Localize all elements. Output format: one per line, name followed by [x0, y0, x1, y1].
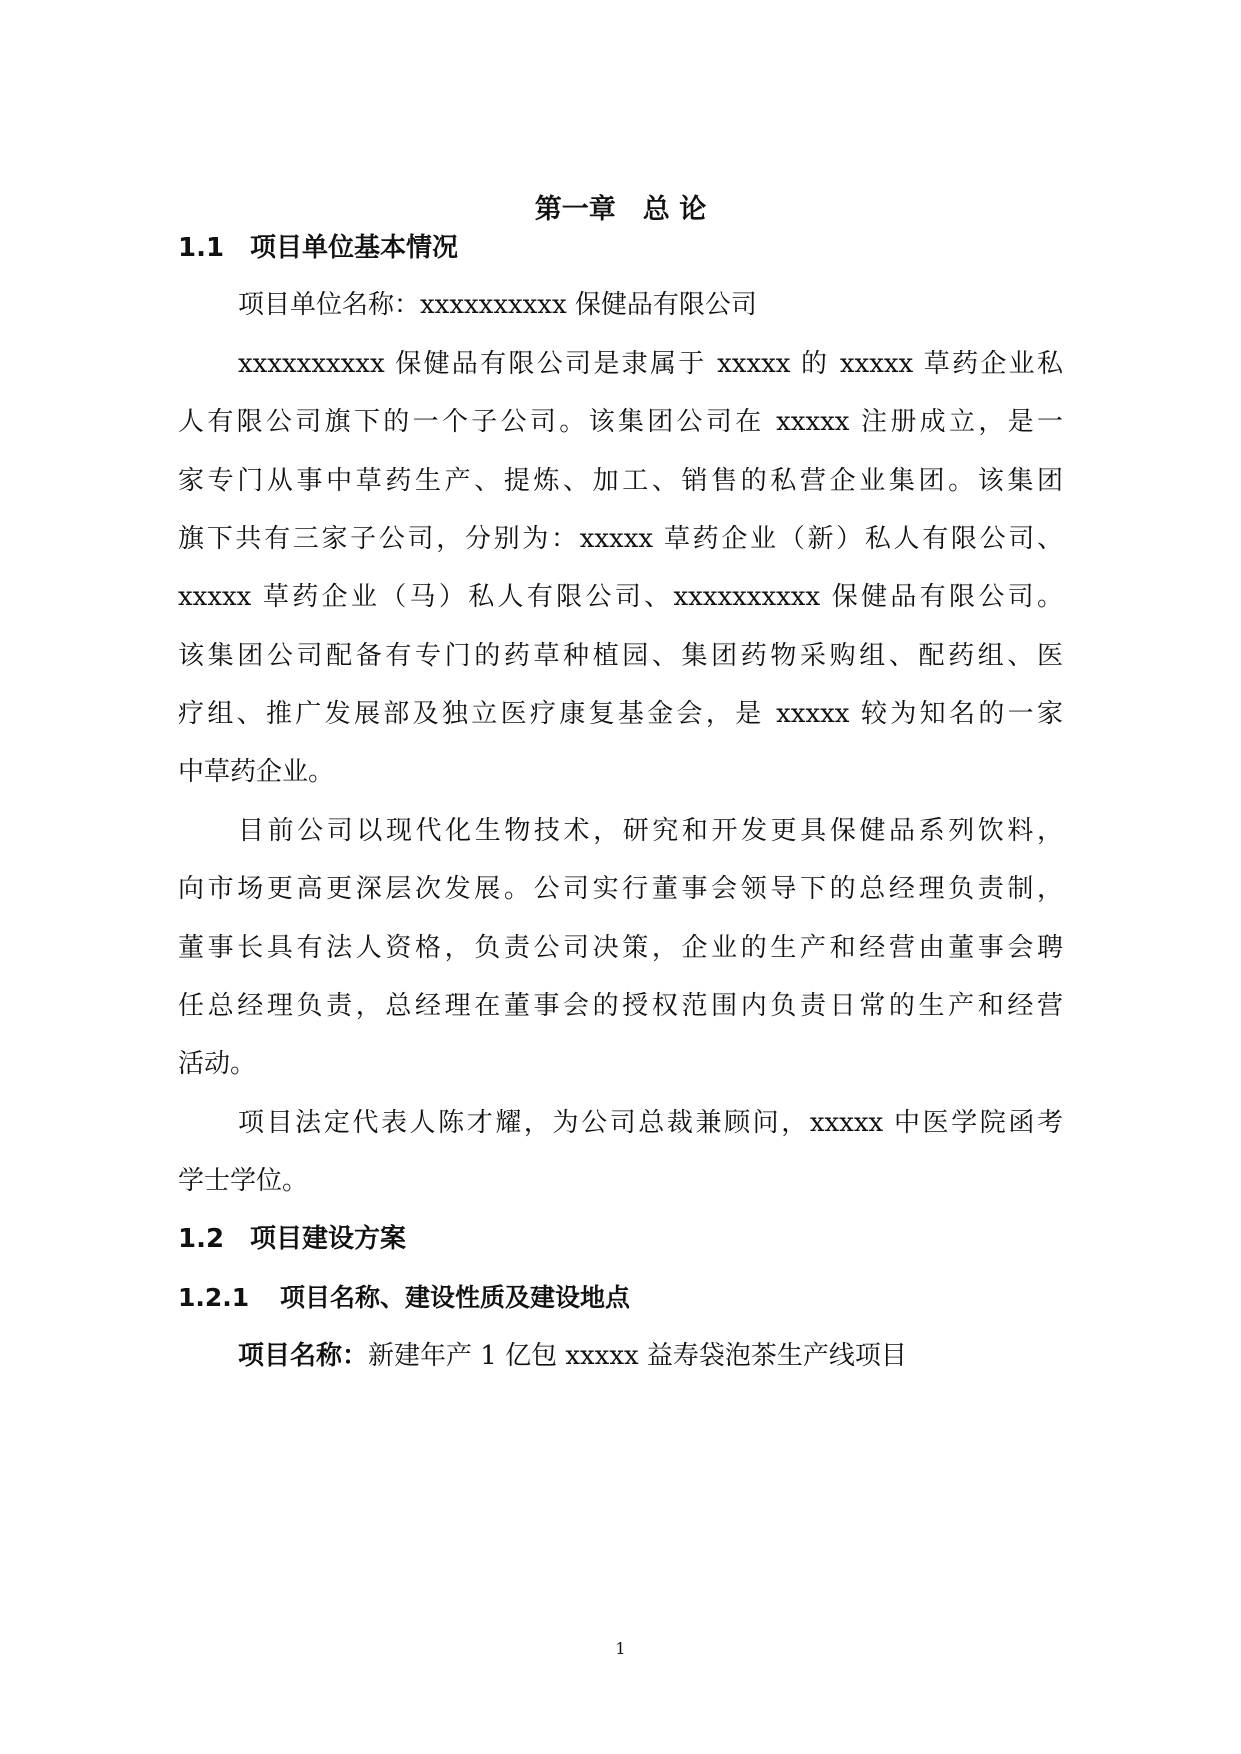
para1-line: 人有限公司旗下的一个子公司。该集团公司在 xxxxx 注册成立，是一 — [178, 407, 1063, 437]
project-name-line — [238, 1336, 1063, 1376]
project-name-value: 新建年产 1 亿包 xxxxx 益寿袋泡茶生产线项目 — [368, 1341, 907, 1371]
section-title: 项目建设方案 — [250, 1224, 407, 1254]
section-heading-1-2 — [178, 1219, 406, 1259]
para2-line: 董事长具有法人资格，负责公司决策，企业的生产和经营由董事会聘 — [178, 933, 1063, 963]
unit-name-line: 项目单位名称：xxxxxxxxxx 保健品有限公司 — [238, 290, 757, 320]
para1-line: xxxxxxxxxx 保健品有限公司是隶属于 xxxxx 的 xxxxx 草药企业私 — [238, 349, 1063, 379]
section-heading-1-2-1 — [178, 1278, 630, 1318]
section-number: 1.2 — [178, 1224, 225, 1254]
project-name-label: 项目名称： — [238, 1341, 369, 1371]
section-number: 1.1 — [178, 233, 225, 263]
para3-line: 项目法定代表人陈才耀，为公司总裁兼顾问，xxxxx 中医学院函考 — [238, 1108, 1063, 1138]
para1-line: 疗组、推广发展部及独立医疗康复基金会，是 xxxxx 较为知名的一家 — [178, 699, 1063, 729]
para2-line: 活动。 — [178, 1049, 257, 1079]
chapter-title: 第一章 总 论 — [534, 194, 707, 225]
page-number: 1 — [615, 1639, 626, 1658]
para1-line: 旗下共有三家子公司，分别为：xxxxx 草药企业（新）私人有限公司、 — [178, 524, 1063, 554]
para1-line: 家专门从事中草药生产、提炼、加工、销售的私营企业集团。该集团 — [178, 466, 1063, 496]
para2-line: 目前公司以现代化生物技术，研究和开发更具保健品系列饮料， — [238, 816, 1063, 846]
para1-line: 中草药企业。 — [178, 757, 335, 787]
para1-line: xxxxx 草药企业（马）私人有限公司、xxxxxxxxxx 保健品有限公司。 — [178, 582, 1063, 612]
para3-line: 学士学位。 — [178, 1166, 309, 1196]
section-title: 项目单位基本情况 — [250, 233, 459, 263]
para2-line: 任总经理负责，总经理在董事会的授权范围内负责日常的生产和经营 — [178, 991, 1063, 1021]
para2-line: 向市场更高更深层次发展。公司实行董事会领导下的总经理负责制， — [178, 874, 1063, 904]
section-title: 项目名称、建设性质及建设地点 — [280, 1283, 631, 1312]
section-number: 1.2.1 — [178, 1283, 250, 1312]
section-heading-1-1 — [178, 228, 458, 268]
para1-line: 该集团公司配备有专门的药草种植园、集团药物采购组、配药组、医 — [178, 641, 1063, 671]
